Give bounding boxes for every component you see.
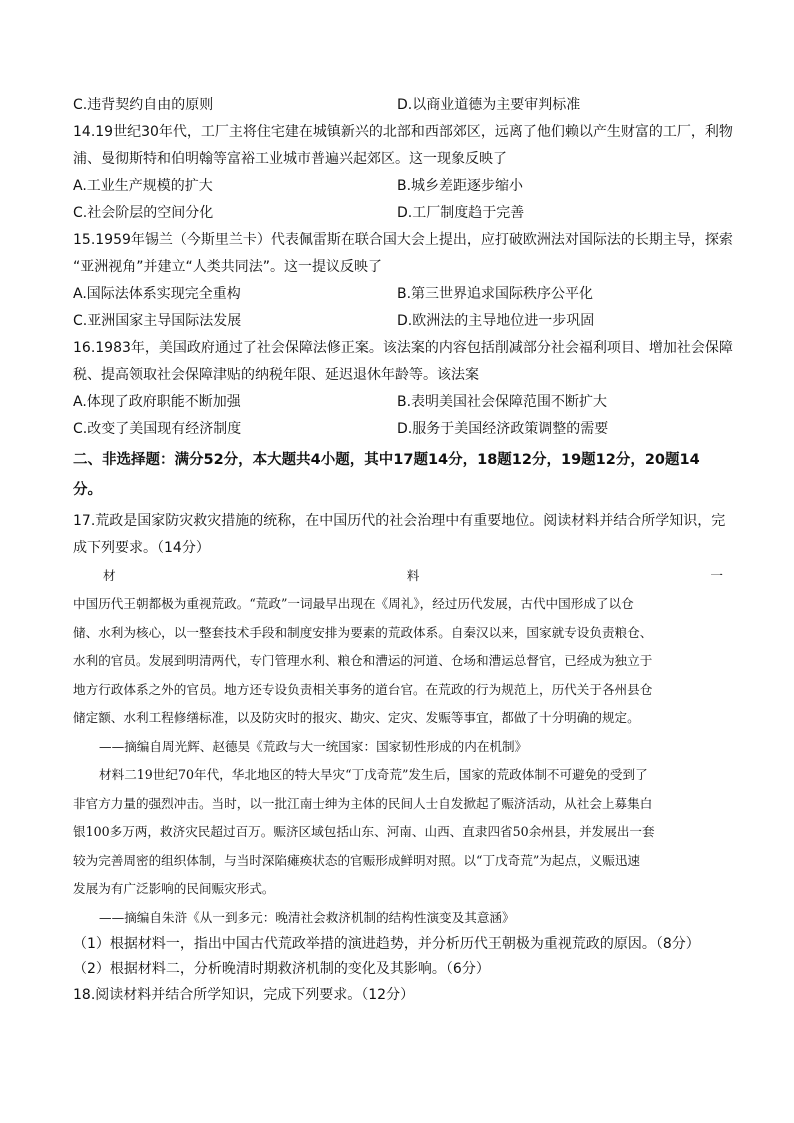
q13-option-c: C.违背契约自由的原则 (73, 97, 214, 113)
q14-stem-line1: 14.19世纪30年代，工厂主将住宅建在城镇新兴的北部和西部郊区，远离了他们赖以产生财富的工厂，利物 (73, 124, 733, 140)
q17-material2-line: 较为完善周密的组织体制，与当时深陷瘫痪状态的官赈形成鲜明对照。以“丁戊奇荒”为起点，义赈迅速 (73, 852, 641, 868)
q13-options-cd (73, 92, 723, 119)
q17-material1-line: 水利的官员。发展到明清两代，专门管理水利、粮仓和漕运的河道、仓场和漕运总督官，已经成为独立于 (73, 653, 653, 668)
q15-options-cd (73, 308, 723, 335)
q14-option-a: A.工业生产规模的扩大 (73, 178, 213, 194)
q14-stem-line2: 浦、曼彻斯特和伯明翰等富裕工业城市普遍兴起郊区。这一现象反映了 (73, 151, 507, 167)
q17-subquestion-2: （2）根据材料二，分析晚清时期救济机制的变化及其影响。（6分） (73, 961, 490, 977)
q16-options-ab (73, 389, 723, 416)
q17-material2-source: ——摘编自朱浒《从一到多元：晚清社会救济机制的结构性演变及其意涵》 (99, 909, 515, 925)
material1-head-char2: 料 (406, 568, 420, 583)
q14-option-c: C.社会阶层的空间分化 (73, 205, 214, 221)
q14-option-b: B.城乡差距逐步缩小 (397, 178, 524, 194)
q17-stem-line1: 17.荒政是国家防灾救灾措施的统称，在中国历代的社会治理中有重要地位。阅读材料并结合所学知识，完 (73, 513, 726, 529)
material1-head-char3: 一 (710, 568, 723, 583)
q17-material1-source: ——摘编自周光辉、赵德昊《荒政与大一统国家：国家韧性形成的内在机制》 (99, 738, 528, 754)
q16-option-c: C.改变了美国现有经济制度 (73, 421, 242, 437)
q14-options-ab (73, 173, 723, 200)
q15-stem-line2: “亚洲视角”并建立“人类共同法”。这一提议反映了 (73, 259, 383, 275)
q16-stem-line1: 16.1983年，美国政府通过了社会保障法修正案。该法案的内容包括削减部分社会福利项目、增加社会保障 (73, 340, 733, 356)
q14-options-cd (73, 200, 723, 227)
q16-options-cd (73, 416, 723, 443)
exam-page (73, 92, 733, 1009)
material1-head-char1: 材 (103, 568, 116, 583)
q17-material1-line: 储、水利为核心，以一整套技术手段和制度安排为要素的荒政体系。自秦汉以来，国家就专设负责粮仓、 (73, 624, 653, 640)
q13-option-d: D.以商业道德为主要审判标准 (397, 97, 581, 113)
q16-option-a: A.体现了政府职能不断加强 (73, 394, 241, 410)
q17-material2-line: 银100多万两，救济灾民超过百万。赈济区域包括山东、河南、山西、直隶四省50余州县，并发展出一套 (73, 824, 655, 839)
section2-title-line2: 分。 (73, 482, 102, 498)
q17-material2-line: 非官方力量的强烈冲击。当时，以一批江南士绅为主体的民间人士自发掀起了赈济活动，从社会上募集白 (73, 795, 653, 811)
q15-option-c: C.亚洲国家主导国际法发展 (73, 313, 242, 329)
q14-option-d: D.工厂制度趋于完善 (397, 205, 525, 221)
q16-option-d: D.服务于美国经济政策调整的需要 (397, 421, 609, 437)
q15-stem-line1: 15.1959年锡兰（今斯里兰卡）代表佩雷斯在联合国大会上提出，应打破欧洲法对国际法的长期主导，探索 (73, 232, 733, 248)
q17-material2-line: 发展为有广泛影响的民间赈灾形式。 (73, 881, 275, 896)
q17-material2-line: 材料二19世纪70年代，华北地区的特大旱灾“丁戊奇荒”发生后，国家的荒政体制不可避免的受到了 (99, 767, 648, 782)
q17-material1-line: 地方行政体系之外的官员。地方还专设负责相关事务的道台官。在荒政的行为规范上，历代关于各州县仓 (73, 681, 653, 697)
q15-option-d: D.欧洲法的主导地位进一步巩固 (397, 313, 595, 329)
q17-stem-line2: 成下列要求。（14分） (73, 540, 210, 556)
q15-option-b: B.第三世界追求国际秩序公平化 (397, 286, 594, 302)
q17-material1-line: 中国历代王朝都极为重视荒政。“荒政”一词最早出现在《周礼》，经过历代发展，古代中国形成了以仓 (73, 596, 634, 611)
q17-material1-line: 储定额、水利工程修缮标准，以及防灾时的报灾、勘灾、定灾、发赈等事宜，都做了十分明确的规定。 (73, 710, 640, 725)
q17-material1-heading (73, 562, 723, 590)
q15-options-ab (73, 281, 723, 308)
q16-stem-line2: 税、提高领取社会保障津贴的纳税年限、延迟退休年龄等。该法案 (73, 367, 479, 383)
section2-title-line1: 二、非选择题：满分52分，本大题共4小题，其中17题14分，18题12分，19题12分，20题14 (73, 452, 700, 468)
q18-stem-line1: 18.阅读材料并结合所学知识，完成下列要求。（12分） (73, 987, 415, 1003)
q15-option-a: A.国际法体系实现完全重构 (73, 286, 241, 302)
q17-subquestion-1: （1）根据材料一，指出中国古代荒政举措的演进趋势，并分析历代王朝极为重视荒政的原因。（8分） (73, 936, 700, 952)
q16-option-b: B.表明美国社会保障范围不断扩大 (397, 394, 608, 410)
